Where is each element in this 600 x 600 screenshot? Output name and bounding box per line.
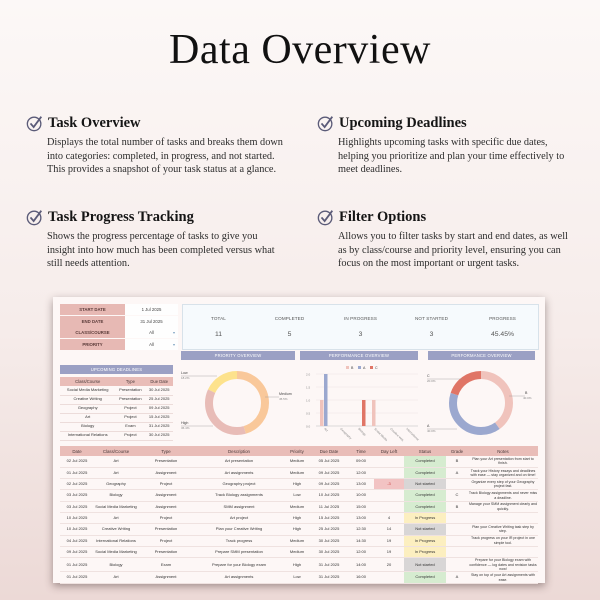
date-cell: 03 Jul 2025	[60, 501, 94, 512]
description-cell: Art presentation	[194, 456, 284, 467]
feature-description: Displays the total number of tasks and breaks them down into categories: completed, in progress, and not started. This provides a snapshot of your task status at a glance.	[47, 137, 283, 176]
class-course-cell: Creative Writing	[94, 524, 138, 535]
type-cell: Project	[138, 512, 194, 523]
svg-text:Creative Writ.: Creative Writ.	[389, 426, 405, 443]
kpi-label: TOTAL	[211, 316, 226, 321]
type-cell: Assignment	[138, 572, 194, 583]
cell: Creative Writing	[60, 395, 115, 404]
type-cell: Project	[138, 535, 194, 546]
cell: Art	[60, 413, 115, 422]
type-cell: Project	[138, 479, 194, 490]
notes-cell: Track Biology assignments and never miss a deadline.	[468, 491, 538, 500]
type-cell: Presentation	[138, 546, 194, 557]
date-cell: 01 Jul 2025	[60, 467, 94, 478]
description-cell: Plan your Creative Writing	[194, 524, 284, 535]
class-course-cell: Art	[94, 512, 138, 523]
due-date-cell: 05 Jul 2025	[310, 456, 348, 467]
priority-cell: High	[284, 558, 310, 572]
priority-cell: High	[284, 524, 310, 535]
kpi-total	[183, 305, 254, 349]
feature-title: Task Overview	[48, 114, 141, 131]
chevron-down-icon: ▾	[172, 341, 175, 347]
status-cell: In Progress	[404, 512, 446, 523]
description-cell: Art assignments	[194, 467, 284, 478]
date-cell: 09 Jul 2025	[60, 546, 94, 557]
cell: Biology	[60, 422, 115, 431]
column-header: Time	[348, 446, 374, 456]
type-cell: Presentation	[138, 524, 194, 535]
svg-text:C: C	[375, 366, 378, 370]
priority-cell: Medium	[284, 546, 310, 557]
due-date-cell: 30 Jul 2025	[310, 535, 348, 546]
class-course-cell: Biology	[94, 558, 138, 572]
days-left-cell: 19	[374, 535, 404, 546]
days-left-cell: 19	[374, 546, 404, 557]
svg-text:18.2%: 18.2%	[181, 376, 190, 380]
time-cell: 15:00	[348, 501, 374, 512]
priority-select[interactable]	[125, 339, 178, 350]
cell: 09 Jul 2025	[145, 404, 173, 413]
panel-title: PERFORMANCE OVERVIEW	[300, 351, 418, 360]
filter-value: All	[149, 330, 154, 335]
column-header: Notes	[468, 446, 538, 456]
days-left-cell: 4	[374, 512, 404, 523]
kpi-label: PROGRESS	[489, 316, 516, 321]
table-row[interactable]	[60, 467, 538, 478]
kpi-value: 45.45%	[490, 331, 515, 338]
kpi-value: 11	[214, 331, 223, 338]
kpi-label: COMPLETED	[274, 316, 305, 321]
grade-cell	[446, 558, 468, 572]
feature-description: Allows you to filter tasks by start and end dates, as well as by class/course and priority level, ensuring you can focus on the most important or urgent tasks.	[338, 231, 568, 270]
grade-cell	[446, 512, 468, 523]
days-left-cell	[374, 572, 404, 583]
feature-description: Highlights upcoming tasks with specific due dates, helping you prioritize and plan your time effectively to meet deadlines.	[338, 137, 565, 176]
cell: Geography	[60, 404, 115, 413]
table-row[interactable]	[60, 490, 538, 501]
column-header: Type	[115, 377, 145, 386]
table-row	[60, 404, 173, 413]
svg-text:B: B	[525, 391, 528, 395]
start-date-input[interactable]	[125, 304, 178, 315]
filter-end-date	[60, 316, 178, 327]
description-cell: Art assignments	[194, 572, 284, 583]
type-cell: Presentation	[138, 456, 194, 467]
table-row[interactable]	[60, 512, 538, 523]
check-circle-icon	[26, 114, 44, 132]
class-course-cell: Art	[94, 467, 138, 478]
column-header: Description	[194, 446, 284, 456]
status-cell: Not started	[404, 524, 446, 535]
svg-text:0.0: 0.0	[306, 424, 311, 429]
days-left-cell: 20	[374, 558, 404, 572]
due-date-cell: 10 Jul 2025	[310, 490, 348, 501]
kpi-label: NOT STARTED	[414, 316, 448, 321]
filter-label: START DATE	[60, 304, 125, 315]
grade-cell	[446, 535, 468, 546]
notes-cell: Track your History essays and deadlines with ease — stay organized and on time!	[468, 467, 538, 478]
filter-label: END DATE	[60, 316, 125, 327]
table-row	[60, 422, 173, 431]
priority-cell: Medium	[284, 456, 310, 467]
table-row[interactable]	[60, 535, 538, 546]
panel-title: UPCOMING DEADLINES	[60, 365, 173, 374]
table-row[interactable]	[60, 479, 538, 490]
description-cell: Track Biology assignments	[194, 490, 284, 501]
cell: 30 Jul 2025	[145, 386, 173, 395]
dashboard-screenshot	[53, 297, 545, 583]
filter-start-date	[60, 304, 178, 315]
svg-text:Social Media: Social Media	[373, 426, 389, 442]
priority-cell: Medium	[284, 467, 310, 478]
deadlines-table	[60, 377, 173, 441]
feature-task-progress-tracking	[26, 208, 286, 271]
time-cell: 14:00	[348, 558, 374, 572]
svg-text:Biology: Biology	[357, 426, 368, 437]
grade-cell: B	[446, 456, 468, 467]
notes-cell: Track progress on your IR project in one simple tool.	[468, 535, 538, 546]
status-cell: In Progress	[404, 546, 446, 557]
performance-bar-chart	[298, 363, 420, 443]
priority-cell: High	[284, 512, 310, 523]
kpi-not-started	[396, 305, 467, 349]
time-cell: 14:30	[348, 535, 374, 546]
column-header: Priority	[284, 446, 310, 456]
status-cell: Completed	[404, 456, 446, 467]
feature-title: Task Progress Tracking	[48, 208, 194, 225]
grade-donut-chart	[423, 363, 539, 443]
kpi-summary	[182, 304, 539, 350]
time-cell: 09:00	[348, 456, 374, 467]
date-cell: 10 Jul 2025	[60, 512, 94, 523]
svg-text:C: C	[427, 374, 430, 378]
chevron-down-icon: ▾	[172, 330, 175, 335]
filter-panel	[60, 304, 178, 350]
column-header: Date	[60, 446, 94, 456]
feature-title: Filter Options	[339, 208, 427, 225]
upcoming-deadlines-panel	[60, 365, 173, 441]
panel-title: PERFORMANCE OVERVIEW	[428, 351, 535, 360]
svg-text:2.0: 2.0	[306, 372, 311, 377]
grade-cell	[446, 524, 468, 535]
column-header: Class/Course	[94, 446, 138, 456]
days-left-cell: 14	[374, 524, 404, 535]
tasks-table	[60, 446, 538, 584]
svg-text:1.5: 1.5	[306, 385, 311, 390]
class-course-cell: Social Media Marketing	[94, 501, 138, 512]
description-cell: Geography project	[194, 479, 284, 490]
table-row[interactable]	[60, 558, 538, 572]
filter-value: 31 Jul 2025	[140, 318, 163, 324]
due-date-cell: 11 Jul 2025	[310, 501, 348, 512]
notes-cell: Plan your Creative Writing task step by step.	[468, 524, 538, 535]
svg-text:40.0%: 40.0%	[523, 396, 532, 400]
feature-upcoming-deadlines	[317, 114, 577, 177]
cell: Exam	[115, 422, 145, 431]
kpi-in-progress	[325, 305, 396, 349]
date-cell: 01 Jul 2025	[60, 572, 94, 583]
cell: Social Media Marketing	[60, 386, 115, 395]
filter-priority	[60, 339, 178, 350]
due-date-cell: 31 Jul 2025	[310, 558, 348, 572]
status-cell: Completed	[404, 572, 446, 583]
days-left-cell	[374, 490, 404, 501]
notes-cell: Stay on top of your Art assignments with ease.	[468, 572, 538, 583]
column-header: Day Left	[374, 446, 404, 456]
check-circle-icon	[26, 208, 44, 226]
filter-value: All	[149, 341, 154, 347]
grade-cell: A	[446, 572, 468, 583]
status-cell: Completed	[404, 467, 446, 478]
svg-text:A: A	[427, 424, 430, 428]
svg-text:20.0%: 20.0%	[427, 379, 436, 383]
svg-text:A: A	[363, 366, 366, 370]
svg-text:36.4%: 36.4%	[181, 426, 190, 430]
column-header: Due Date	[145, 377, 173, 386]
type-cell: Assignment	[138, 490, 194, 501]
type-cell: Assignment	[138, 501, 194, 512]
table-row	[60, 386, 173, 395]
table-row[interactable]	[60, 456, 538, 467]
time-cell: 10:00	[348, 490, 374, 501]
notes-cell: Prepare for your Biology exam with confidence — log dates and revision tasks now!	[469, 558, 537, 571]
cell: Project	[115, 404, 145, 413]
priority-cell: Low	[284, 572, 310, 583]
description-cell: Prepare for your Biology exam	[194, 558, 284, 572]
description-cell: Prepare SMM presentation	[194, 546, 284, 557]
description-cell: SMM assignment	[194, 501, 284, 512]
due-date-cell: 30 Jul 2025	[310, 546, 348, 557]
date-cell: 02 Jul 2025	[60, 479, 94, 490]
column-header: Class/Course	[60, 377, 115, 386]
time-cell: 12:30	[348, 524, 374, 535]
type-cell: Exam	[138, 558, 194, 572]
status-cell: Completed	[404, 490, 446, 501]
due-date-cell: 09 Jul 2025	[310, 479, 348, 490]
check-circle-icon	[317, 208, 335, 226]
cell: Presentation	[115, 395, 145, 404]
notes-cell	[468, 512, 538, 523]
svg-text:International: International	[405, 426, 420, 442]
grade-cell	[446, 546, 468, 557]
due-date-cell: 09 Jul 2025	[310, 467, 348, 478]
svg-text:B: B	[351, 366, 354, 370]
days-left-cell	[374, 501, 404, 512]
kpi-progress	[467, 305, 538, 349]
filter-value: 1 Jul 2025	[141, 307, 162, 312]
grade-cell	[446, 479, 468, 490]
status-cell: Not started	[404, 479, 446, 490]
due-date-cell: 31 Jul 2025	[310, 572, 348, 583]
notes-cell: Manage your SMM assignment clearly and quickly.	[468, 502, 538, 511]
cell: 31 Jul 2025	[145, 422, 173, 431]
description-cell: Track progress	[194, 535, 284, 546]
notes-cell: Plan your Art presentation from start to finish.	[468, 456, 538, 467]
class-course-select[interactable]	[125, 327, 178, 338]
cell: 30 Jul 2025	[145, 431, 173, 440]
date-cell: 10 Jul 2025	[60, 524, 94, 535]
date-cell: 04 Jul 2025	[60, 535, 94, 546]
due-date-cell: 25 Jul 2025	[310, 524, 348, 535]
table-row[interactable]	[60, 546, 538, 557]
feature-filter-options	[317, 208, 577, 271]
time-cell: 12:00	[348, 546, 374, 557]
table-row[interactable]	[60, 501, 538, 512]
time-cell: 12:00	[348, 467, 374, 478]
date-cell: 01 Jul 2025	[60, 558, 94, 572]
svg-text:40.0%: 40.0%	[427, 429, 436, 433]
table-row	[60, 395, 173, 404]
grade-cell: C	[446, 490, 468, 501]
class-course-cell: Social Media Marketing	[94, 546, 138, 557]
class-course-cell: Geography	[94, 479, 138, 490]
svg-text:Low: Low	[181, 371, 188, 375]
priority-cell: Medium	[284, 501, 310, 512]
cell: 15 Jul 2025	[145, 413, 173, 422]
feature-title: Upcoming Deadlines	[339, 114, 467, 131]
column-header: Status	[404, 446, 446, 456]
cell: Project	[115, 431, 145, 440]
svg-text:Medium: Medium	[279, 392, 292, 396]
due-date-cell: 15 Jul 2025	[310, 512, 348, 523]
column-header: Grade	[446, 446, 468, 456]
filter-label: PRIORITY	[60, 339, 125, 350]
class-course-cell: Art	[94, 572, 138, 583]
days-left-cell	[374, 467, 404, 478]
table-row	[60, 431, 173, 440]
page-title: Data Overview	[169, 27, 431, 73]
notes-cell	[468, 546, 538, 557]
table-row	[60, 413, 173, 422]
kpi-label: IN PROGRESS	[343, 316, 377, 321]
check-circle-icon	[317, 114, 335, 132]
priority-cell: High	[284, 479, 310, 490]
svg-text:High: High	[181, 421, 189, 425]
class-course-cell: Art	[94, 456, 138, 467]
panel-title: PRIORITY OVERVIEW	[181, 351, 295, 360]
status-cell: In Progress	[404, 535, 446, 546]
column-header: Type	[138, 446, 194, 456]
end-date-input[interactable]	[125, 316, 178, 327]
svg-text:45.5%: 45.5%	[279, 397, 288, 401]
priority-cell: Medium	[284, 535, 310, 546]
kpi-value: 3	[429, 331, 434, 338]
svg-text:Art: Art	[323, 426, 329, 433]
kpi-completed	[254, 305, 325, 349]
kpi-value: 3	[358, 331, 363, 338]
feature-task-overview	[26, 114, 286, 177]
time-cell: 16:00	[348, 572, 374, 583]
svg-text:1.0: 1.0	[306, 398, 311, 403]
description-cell: Art project	[194, 512, 284, 523]
status-cell: Not started	[404, 558, 446, 572]
priority-cell: Low	[284, 490, 310, 501]
filter-label: CLASS/COURSE	[60, 327, 125, 338]
time-cell: 13:00	[348, 512, 374, 523]
days-left-cell	[374, 456, 404, 467]
date-cell: 03 Jul 2025	[60, 490, 94, 501]
table-row[interactable]	[60, 524, 538, 535]
cell: International Relations	[60, 431, 115, 440]
date-cell: 02 Jul 2025	[60, 456, 94, 467]
filter-class-course	[60, 327, 178, 338]
cell: Presentation	[115, 386, 145, 395]
notes-cell: Organize every step of your Geography project fast.	[468, 479, 538, 490]
feature-description: Shows the progress percentage of tasks to give you insight into how much has been completed versus what still needs attention.	[47, 231, 275, 270]
cell: 25 Jul 2025	[145, 395, 173, 404]
priority-donut-chart	[173, 363, 298, 443]
cell: Project	[115, 413, 145, 422]
days-left-cell: -3	[374, 479, 404, 490]
type-cell: Assignment	[138, 467, 194, 478]
class-course-cell: International Relations	[94, 535, 138, 546]
grade-cell: B	[446, 501, 468, 512]
time-cell: 13:00	[348, 479, 374, 490]
status-cell: Completed	[404, 501, 446, 512]
column-header: Due Date	[310, 446, 348, 456]
class-course-cell: Biology	[94, 490, 138, 501]
svg-text:0.5: 0.5	[306, 411, 311, 416]
table-row[interactable]	[60, 572, 538, 583]
kpi-value: 5	[287, 331, 292, 338]
svg-text:Geography: Geography	[339, 426, 353, 441]
grade-cell: A	[446, 467, 468, 478]
